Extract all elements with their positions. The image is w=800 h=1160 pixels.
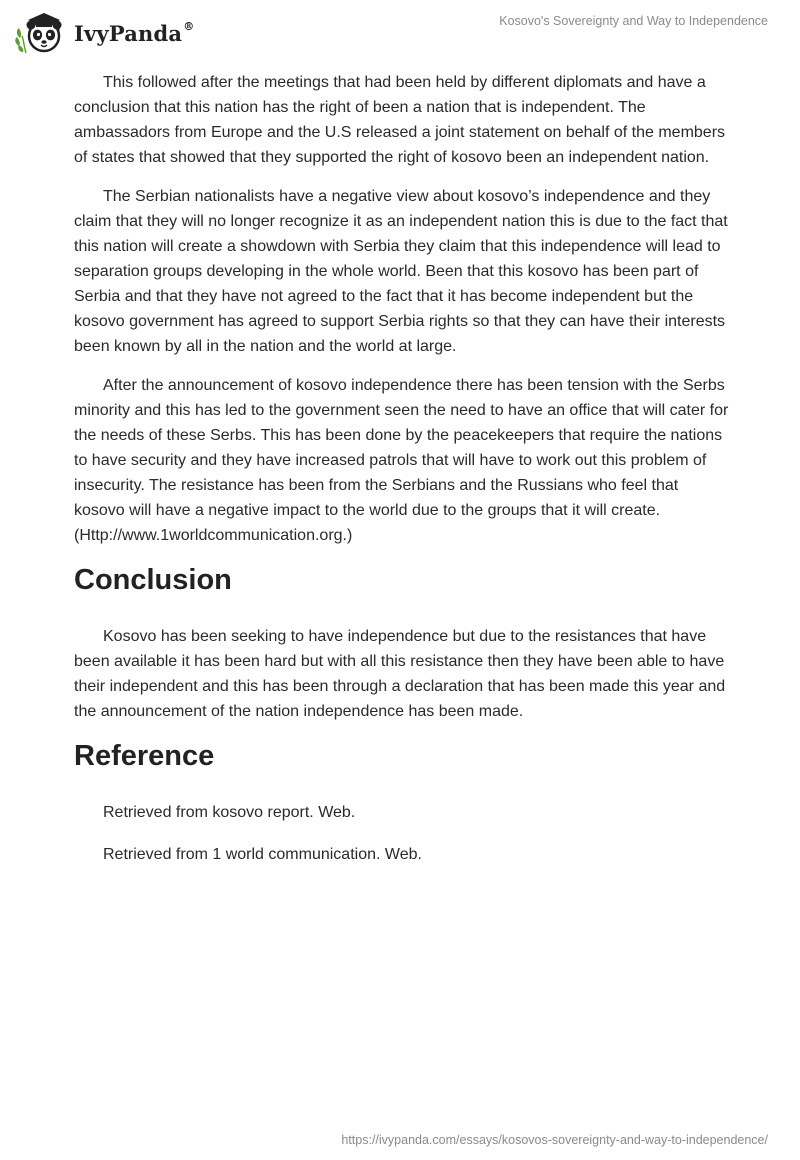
conclusion-heading: Conclusion (74, 564, 232, 596)
body-paragraph: This followed after the meetings that had been held by different diplomats and have a conclusion that this nation has the right of been a nation that is independent. The ambassadors from Europe and the U.S released a joint statement on behalf of the members of states that showed that they supported the right of kosovo been an independent nation. (74, 74, 726, 166)
body-paragraph: After the announcement of kosovo independence there has been tension with the Serbs minority and this has led to the government seen the need to have an office that will cater for the needs of these Serbs. This has been done by the peacekeepers that require the nations to have security and they have increased patrols that will have to work out this problem of insecurity. The resistance has been from the Serbians and the Russians who feel that kosovo will have a negative impact to the world due to the groups that it will create. (Http://www.1worldcommunication.org.) (74, 377, 729, 544)
page-header (0, 0, 800, 60)
reference-list (74, 800, 730, 867)
body-paragraph: The Serbian nationalists have a negative view about kosovo’s independence and they claim that they will no longer recognize it as an independent nation this is due to the fact that this nation will create a showdown with Serbia they claim that this independence will lead to separation groups developing in the whole world. Been that this kosovo has been part of Serbia and that they have not agreed to the fact that it has become independent but the kosovo government has agreed to support Serbia rights so that they can have their interests been known by all in the nation and the world at large. (74, 188, 728, 355)
reference-heading: Reference (74, 740, 215, 772)
conclusion-paragraph: Kosovo has been seeking to have independence but due to the resistances that have been available it has been hard but with all this resistance then they have been able to have their independent and this has been through a declaration that has been made this year and the announcement of the nation independence has been made. (74, 628, 726, 720)
essay-content (74, 70, 730, 884)
panda-graduate-icon (14, 8, 68, 56)
source-url[interactable]: https://ivypanda.com/essays/kosovos-sovereignty-and-way-to-independence/ (341, 1133, 768, 1147)
ivypanda-logo[interactable] (14, 8, 194, 56)
reference-item: Retrieved from 1 world communication. Web. (103, 846, 422, 863)
document-title: Kosovo's Sovereignty and Way to Independence (499, 14, 768, 28)
reference-item: Retrieved from kosovo report. Web. (103, 804, 356, 821)
brand-name: IvyPanda® (74, 19, 195, 46)
